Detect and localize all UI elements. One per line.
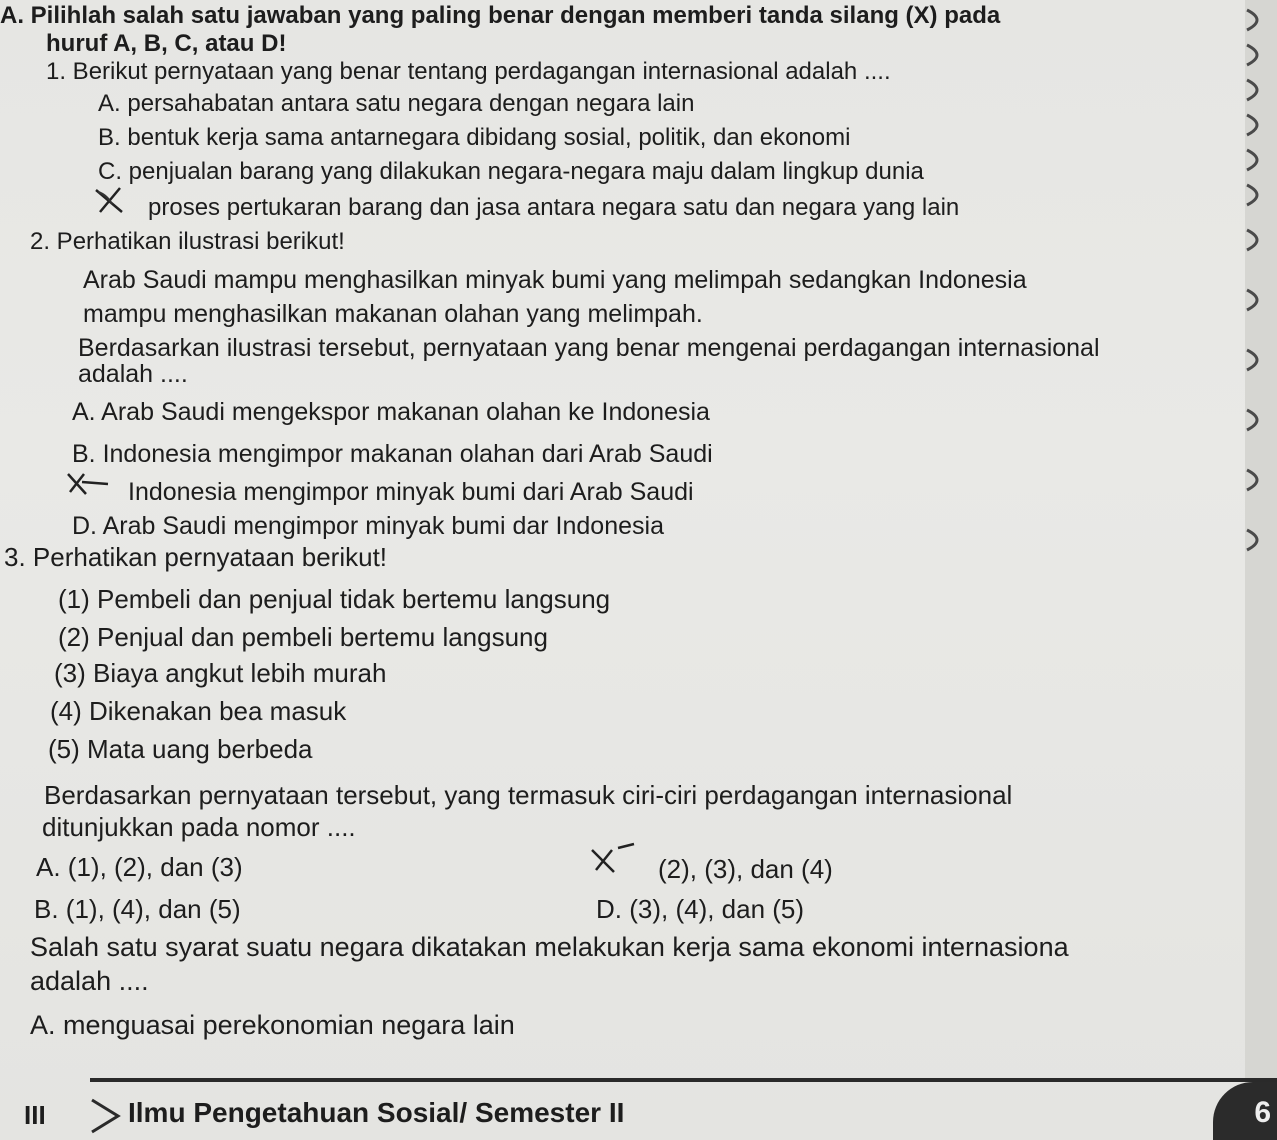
footer-title: Ilmu Pengetahuan Sosial/ Semester II (128, 1097, 625, 1128)
q1-answer-x-mark (92, 186, 128, 216)
q2-option-d: D. Arab Saudi mengimpor minyak bumi dar Indonesia (72, 512, 664, 540)
q1-option-d: proses pertukaran barang dan jasa antara negara satu dan negara yang lain (148, 194, 960, 221)
q1-option-a: A. persahabatan antara satu negara dengan negara lain (98, 90, 695, 117)
q3-question-line2: ditunjukkan pada nomor .... (42, 812, 356, 842)
q2-illustration-line2: mampu menghasilkan makanan olahan yang melimpah. (83, 300, 703, 328)
page-number-badge (1213, 1082, 1277, 1140)
q4-stem-line1: Salah satu syarat suatu negara dikatakan melakukan kerja sama ekonomi internasiona (30, 932, 1069, 962)
q2-option-a: A. Arab Saudi mengekspor makanan olahan ke Indonesia (72, 398, 710, 426)
q3-option-d: D. (3), (4), dan (5) (596, 894, 805, 924)
q1-stem: 1. Berikut pernyataan yang benar tentang perdagangan internasional adalah .... (46, 58, 891, 85)
q3-statement-2: (2) Penjual dan pembeli bertemu langsung (58, 622, 548, 652)
section-heading: A. Pilihlah salah satu jawaban yang paling benar dengan memberi tanda silang (X) pada (0, 2, 1001, 29)
q3-question-line1: Berdasarkan pernyataan tersebut, yang termasuk ciri-ciri perdagangan internasional (44, 780, 1013, 810)
q3-statement-1: (1) Pembeli dan penjual tidak bertemu langsung (58, 584, 611, 614)
q2-question-line2: adalah .... (78, 360, 188, 388)
q3-option-b: B. (1), (4), dan (5) (34, 894, 241, 924)
q3-option-a: A. (1), (2), dan (3) (36, 852, 243, 882)
footer-chapter-roman: III (24, 1100, 46, 1130)
page-number: 6 (1254, 1096, 1271, 1129)
q2-option-c: Indonesia mengimpor minyak bumi dari Arab Saudi (128, 478, 694, 506)
q2-option-b: B. Indonesia mengimpor makanan olahan dari Arab Saudi (72, 440, 713, 468)
q2-illustration-line1: Arab Saudi mampu menghasilkan minyak bumi yang melimpah sedangkan Indonesia (83, 266, 1027, 294)
q2-stem: 2. Perhatikan ilustrasi berikut! (30, 228, 345, 255)
q2-question-line1: Berdasarkan ilustrasi tersebut, pernyataan yang benar mengenai perdagangan internasional (78, 334, 1100, 362)
footer-arrow-icon (88, 1096, 128, 1136)
q3-statement-3: (3) Biaya angkut lebih murah (54, 658, 387, 688)
q1-option-c: C. penjualan barang yang dilakukan negara-negara maju dalam lingkup dunia (98, 158, 924, 185)
q3-answer-x-mark (588, 842, 638, 878)
page-footer (0, 1078, 1277, 1140)
q2-answer-x-mark (64, 470, 112, 498)
q3-stem: 3. Perhatikan pernyataan berikut! (4, 542, 388, 572)
q3-statement-5: (5) Mata uang berbeda (48, 734, 313, 764)
q3-statement-4: (4) Dikenakan bea masuk (50, 696, 347, 726)
q4-stem-line2: adalah .... (30, 966, 149, 996)
binding-strip (1225, 0, 1277, 1080)
section-heading-line2: huruf A, B, C, atau D! (46, 30, 287, 57)
q3-option-c: (2), (3), dan (4) (658, 854, 833, 884)
q4-option-a: A. menguasai perekonomian negara lain (30, 1010, 515, 1040)
footer-rule (90, 1078, 1277, 1082)
q1-option-b: B. bentuk kerja sama antarnegara dibidang sosial, politik, dan ekonomi (98, 124, 851, 151)
